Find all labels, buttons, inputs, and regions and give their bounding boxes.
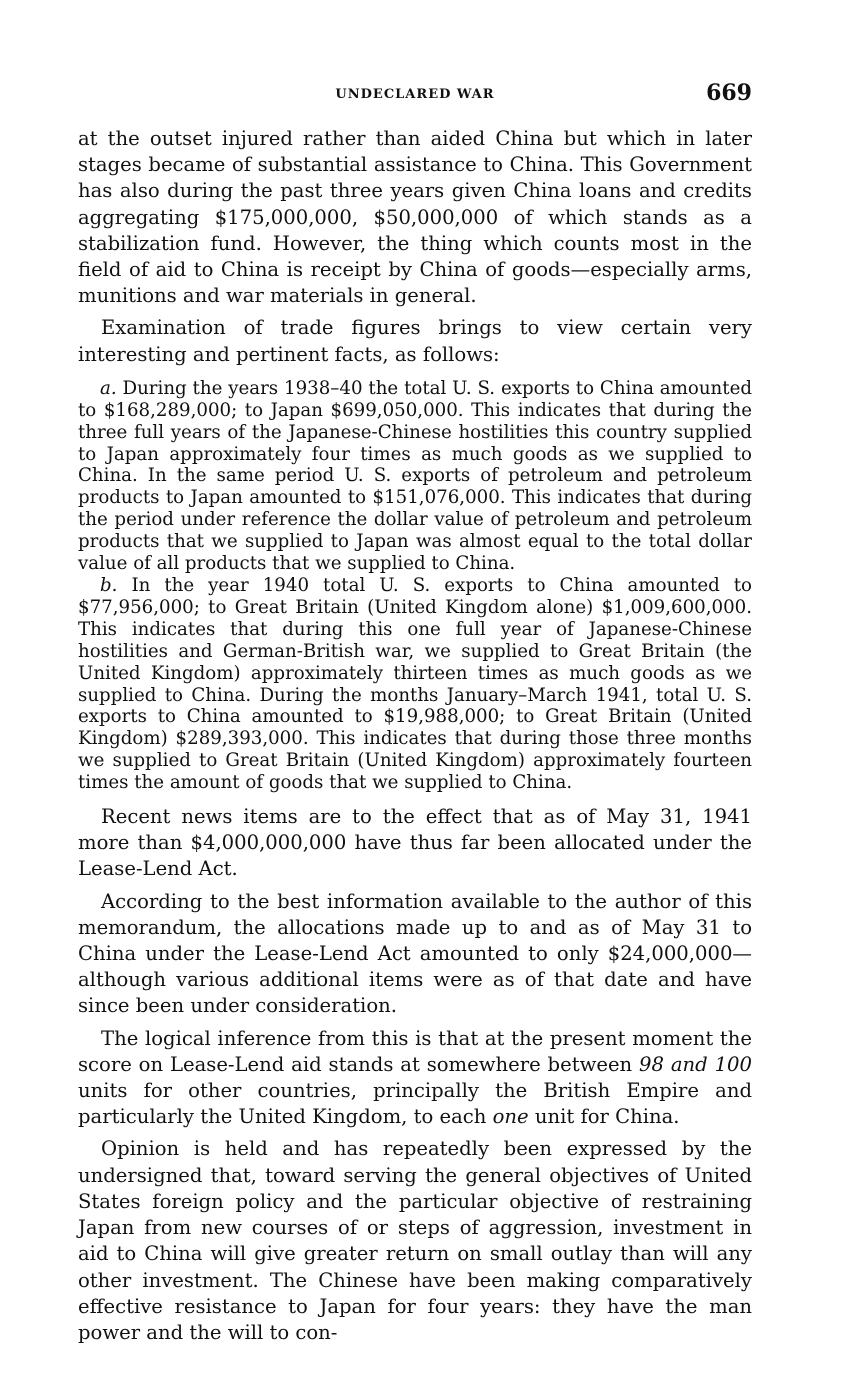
paragraph-continued: at the outset injured rather than aided China but which in later stages became of substantial assistance to China. This Government has also during the past three years given China loans and credits aggregating $175,000,000, $50,000,000 of which stands as a stabilization fund. However, the thing which counts most in the field of aid to China is receipt by China of goods—especially arms, munitions and war materials in general. [78, 127, 752, 308]
paragraph-lease-lend-total: Recent news items are to the effect that as of May 31, 1941 more than $4,000,000,000 have thus far been allocated under the Lease-Lend Act. [78, 805, 752, 881]
paragraph-china-allocation: According to the best information available to the author of this memorandum, the allocations made up to and as of May 31 to China under the Lease-Lend Act amounted to only $24,000,000—although various additional items were as of that date and have since been under consideration. [78, 889, 752, 1018]
fact-a [78, 378, 752, 575]
body-text [78, 126, 752, 1352]
trade-facts-block [78, 378, 752, 794]
fact-b-label: b. [100, 574, 118, 596]
paragraph-opinion: Opinion is held and has repeatedly been expressed by the undersigned that, toward serving the general objectives of United States foreign policy and the particular objective of restraining Japan from new courses of or steps of aggression, investment in aid to China will give greater return on small outlay than will any other investment. The Chinese have been making comparatively effective resistance to Japan for four years: they have the man power and the will to con- [78, 1137, 752, 1344]
inference-text-1: The logical inference from this is that at the present moment the score on Lease-Lend aid stands at somewhere between [78, 1026, 752, 1076]
inference-emphasis-ratio: 98 and 100 [639, 1052, 752, 1076]
page-header [78, 80, 752, 110]
inference-text-3: unit for China. [528, 1105, 680, 1129]
fact-b [78, 575, 752, 794]
inference-emphasis-one: one [492, 1105, 529, 1129]
fact-b-text: In the year 1940 total U. S. exports to China amounted to $77,956,000; to Great Britain (United Kingdom alone) $1,009,600,000. This indicates that during this one full year of Japanese-Chinese hostilities and German-British war, we supplied to Great Britain (the United Kingdom) approximately thirteen times as much goods as we supplied to China. During the months January–March 1941, total U. S. exports to China amounted to $19,988,000; to Great Britain (United Kingdom) $289,393,000. This indicates that during those three months we supplied to Great Britain (United Kingdom) approximately fourteen times the amount of goods that we supplied to China. [78, 574, 752, 794]
fact-a-label: a. [100, 377, 117, 399]
paragraph-trade-figures: Examination of trade figures brings to view certain very interesting and pertinent facts, as follows: [78, 316, 752, 366]
page-number: 669 [706, 80, 752, 106]
inference-text-2: units for other countries, principally the British Empire and particularly the United Kingdom, to each [78, 1079, 752, 1129]
paragraph-inference [78, 1026, 752, 1131]
running-title: UNDECLARED WAR [335, 87, 495, 102]
fact-a-text: During the years 1938–40 the total U. S. exports to China amounted to $168,289,000; to Japan $699,050,000. This indicates that during the three full years of the Japanese-Chinese hostilities this country supplied to Japan approximately four times as much goods as we supplied to China. In the same period U. S. exports of petroleum and petroleum products to Japan amounted to $151,076,000. This indicates that during the period under reference the dollar value of petroleum and petroleum products that we supplied to Japan was almost equal to the total dollar value of all products that we supplied to China. [78, 377, 752, 575]
